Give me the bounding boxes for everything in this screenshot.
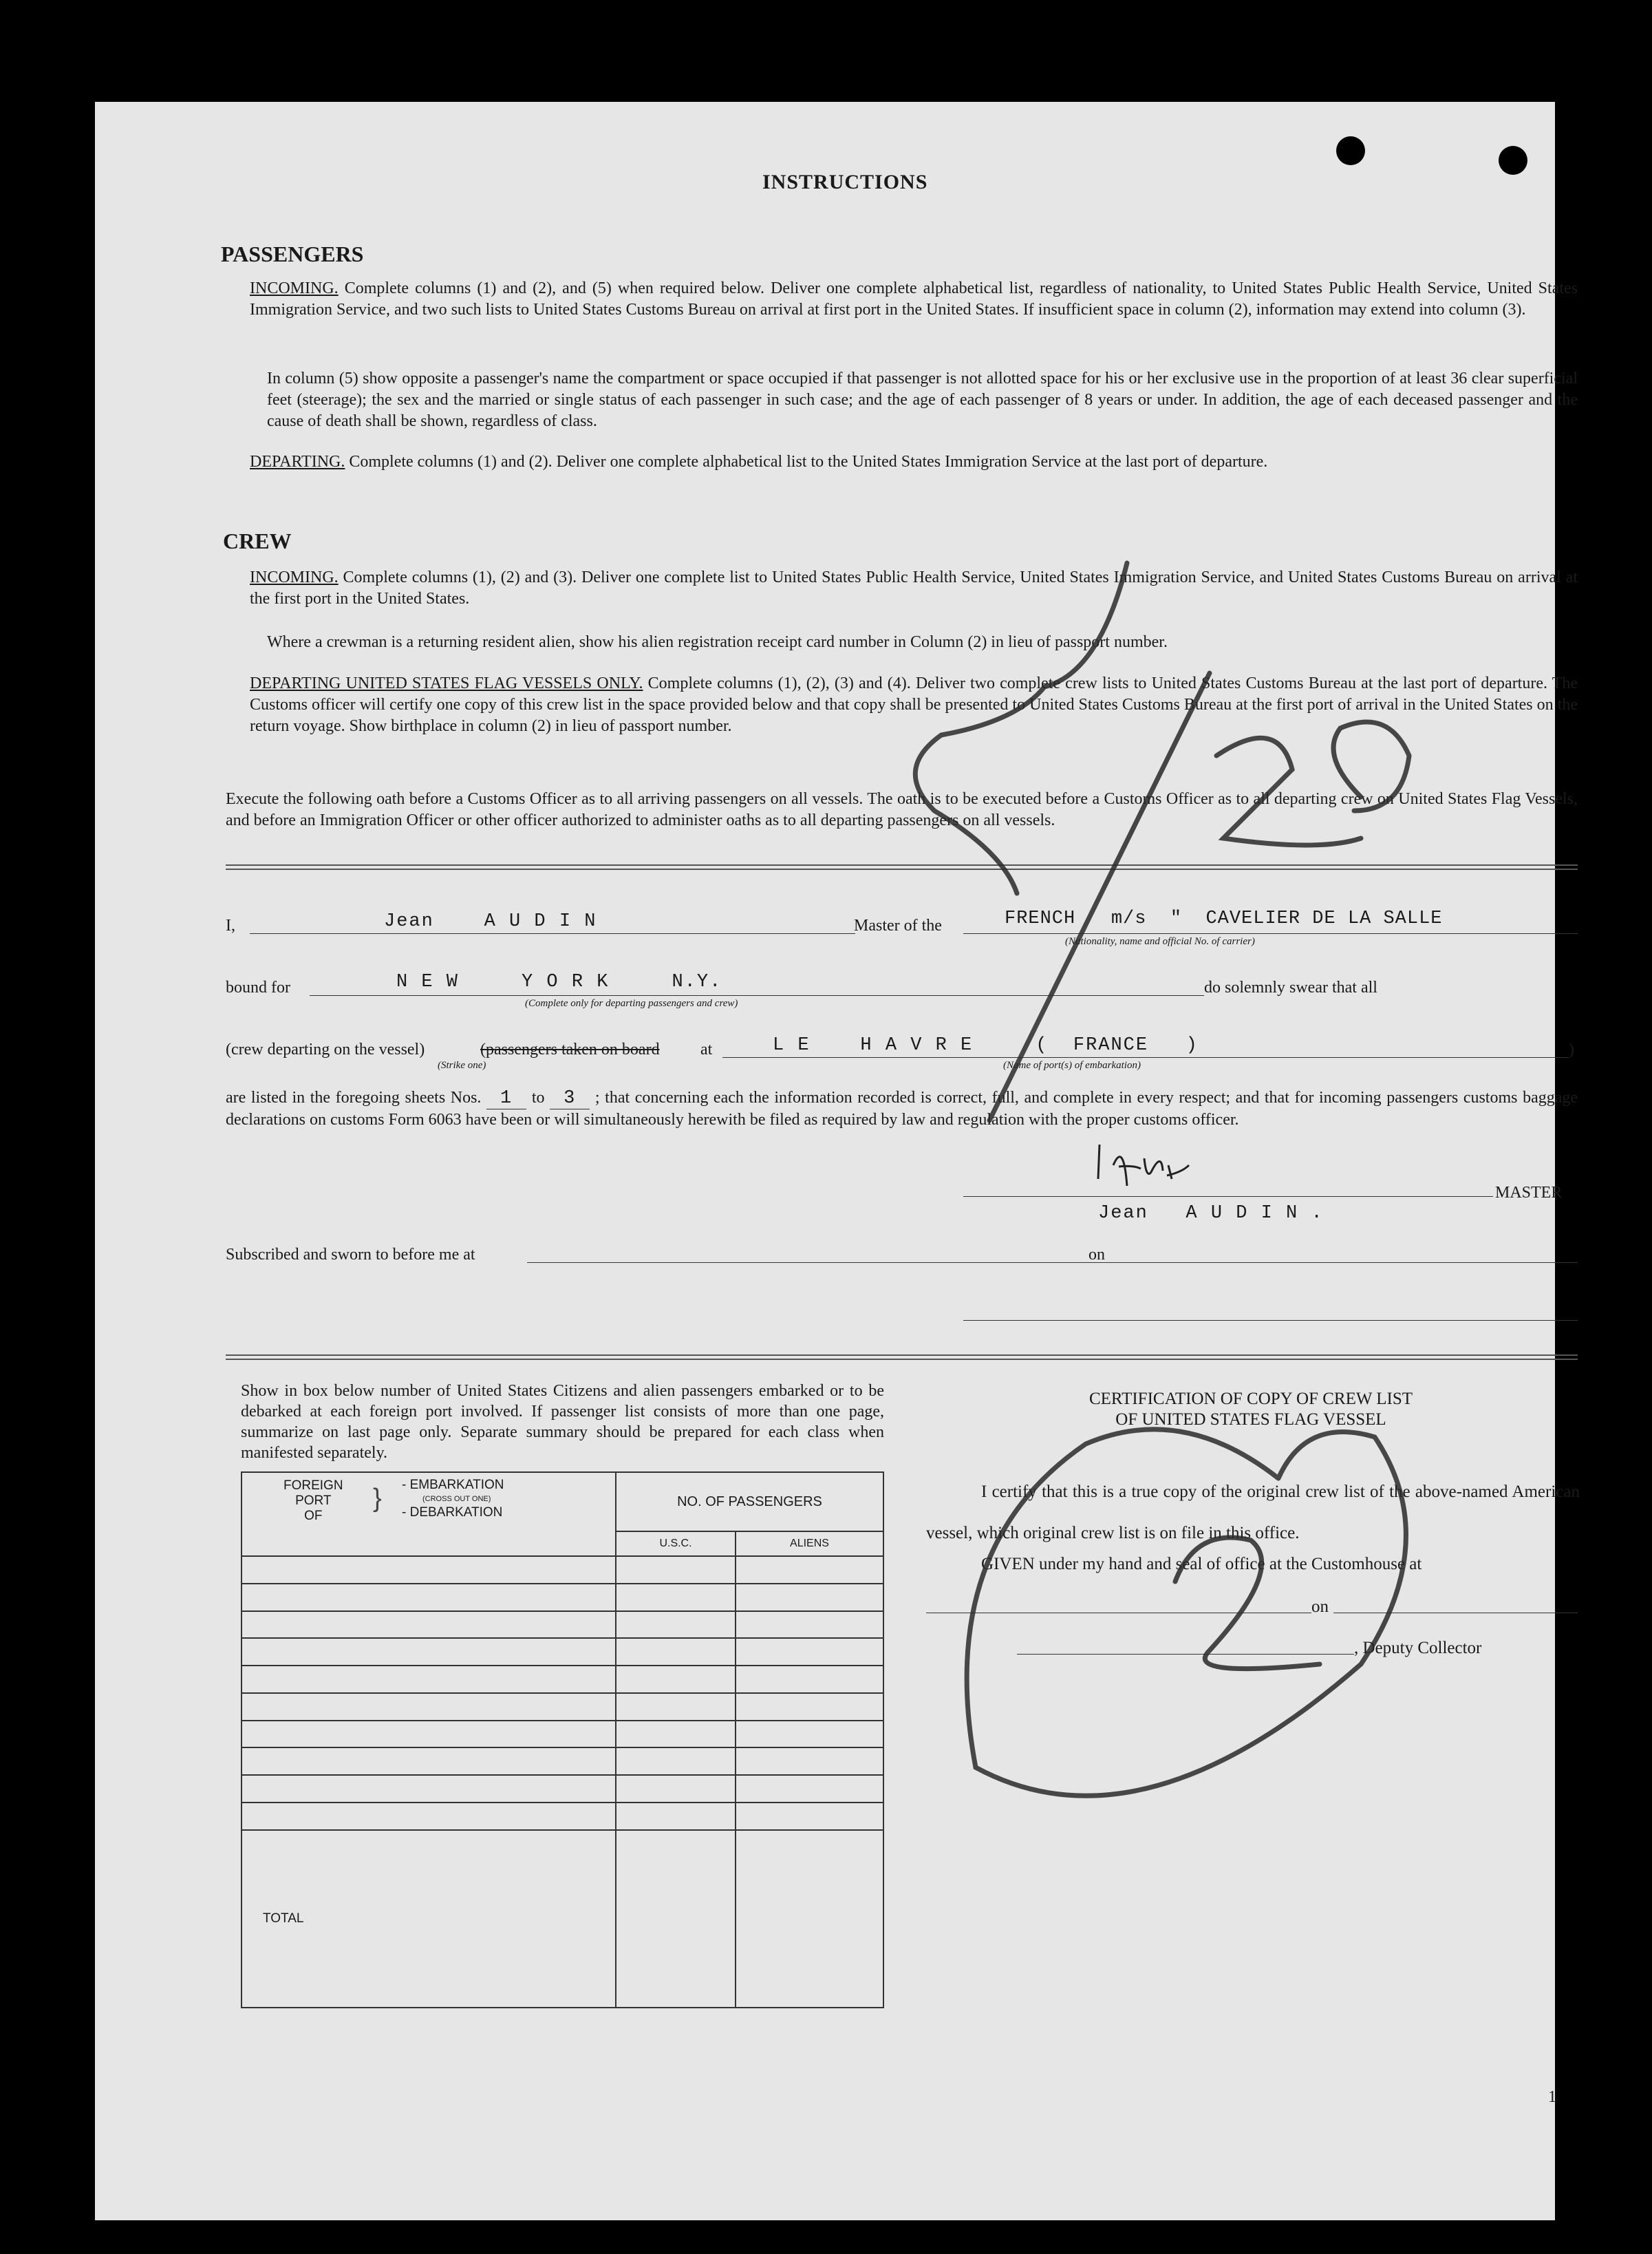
oath-intro: Execute the following oath before a Customs Officer as to all arriving passengers on all vessels. The oath is to be executed before a Customs Officer as to all departing crew on United States Flag Vessels, and before an Immigration Officer or other officer authorized to administer oaths as to all departing passengers on all vessels.: [226, 790, 1578, 829]
master-label: MASTER: [1495, 1184, 1563, 1202]
master-name: Jean A U D I N: [384, 911, 597, 932]
vessel-caption: (Nationality, name and official No. of carrier): [1065, 936, 1255, 947]
pencil-annotations: [838, 549, 1512, 1857]
cross-out-label: (CROSS OUT ONE): [422, 1495, 491, 1503]
cert-heading-line2: OF UNITED STATES FLAG VESSEL: [1115, 1410, 1386, 1429]
crew-departing-on-vessel: (crew departing on the vessel): [226, 1041, 425, 1059]
departing-label: DEPARTING.: [250, 453, 345, 471]
listed-label: are listed in the foregoing sheets Nos.: [226, 1089, 482, 1107]
certification-text: I certify that this is a true copy of the original crew list of the above-named American vessel, which original crew list is on file in this office.: [926, 1482, 1580, 1542]
handwritten-five: [915, 563, 1127, 893]
table-row: [242, 1584, 883, 1611]
departing-text: Complete columns (1) and (2). Deliver one complete alphabetical list to the United States Immigration Service at the last port of departure.: [349, 453, 1268, 471]
aliens-header: ALIENS: [736, 1531, 883, 1556]
listed-text: ; that concerning each the information recorded is correct, full, and complete in every respect; and that for incoming passengers customs baggage declarations on customs Form 6063 have been or will simultaneously herewith be filed as required by law and regulation with the proper customs officer.: [226, 1089, 1578, 1129]
certification-given: GIVEN under my hand and seal of office at the Customhouse at: [981, 1555, 1422, 1573]
passengers-departing: [250, 451, 1578, 473]
punch-hole: [1499, 146, 1527, 175]
crew-heading: CREW: [223, 529, 292, 553]
circled-two: [1175, 1538, 1320, 1669]
crew-departing-text: Complete columns (1), (2), (3) and (4). Deliver two complete crew lists to United States Customs Bureau at the last port of departure. The Customs officer will certify one copy of this crew list in the space provided below and that copy shall be presented to United States Customs Bureau at the first port of arrival in the United States on the return voyage. Show birthplace in column (2) in lieu of passport number.: [250, 674, 1578, 735]
circle-around-two: [967, 1429, 1406, 1796]
page-number: 1: [1548, 2088, 1556, 2106]
deputy-collector-label: , Deputy Collector: [1354, 1639, 1482, 1657]
foreign-port-of: [283, 1478, 343, 1524]
incoming-label: INCOMING.: [250, 279, 339, 297]
port: L E H A V R E ( FRANCE ): [773, 1035, 1199, 1056]
at-label: at: [700, 1041, 713, 1059]
document-sheet: [95, 102, 1580, 2220]
brace: }: [373, 1484, 382, 1513]
cert-heading-line1: CERTIFICATION OF COPY OF CREW LIST: [1088, 1390, 1413, 1408]
on-label: on: [1088, 1246, 1105, 1264]
crew-departing-label: DEPARTING UNITED STATES FLAG VESSELS ONLY.: [250, 674, 643, 692]
table-row: [242, 1803, 883, 1830]
embarkation-label: - EMBARKATION: [402, 1478, 504, 1492]
struck-passengers-option: (passengers taken on board: [480, 1041, 660, 1059]
port-caption: (Name of port(s) of embarkation): [1003, 1060, 1141, 1071]
bound-caption: (Complete only for departing passengers and crew): [525, 998, 738, 1009]
passenger-summary-table: [241, 1471, 884, 2008]
summary-instructions: Show in box below number of United States Citizens and alien passengers embarked or to be debarked at each foreign port involved. If passenger list consists of more than one page, summarize on last page only. Separate summary should be prepared for each class when manifested separately.: [241, 1382, 884, 1462]
signed-name: Jean A U D I N .: [1098, 1203, 1324, 1224]
punch-hole: [1336, 136, 1365, 165]
table-row: [242, 1556, 883, 1584]
crew-incoming-label: INCOMING.: [250, 568, 339, 586]
master-name-line: [250, 933, 855, 934]
bound-for-label: bound for: [226, 979, 290, 997]
incoming-text: Complete columns (1) and (2), and (5) when required below. Deliver one complete alphabetical list, regardless of nationality, to United States Public Health Service, United States Immigration Service, and two such lists to United States Customs Bureau on arrival at first port in the United States. If insufficient space in column (2), information may extend into column (3).: [250, 279, 1578, 319]
foreign-label: FOREIGN: [283, 1478, 343, 1493]
port-header-cell: [242, 1472, 616, 1556]
strike-caption: (Strike one): [438, 1060, 486, 1071]
embark-debark: [402, 1478, 504, 1520]
sheet-to: 3: [550, 1088, 590, 1109]
handwritten-slash: [989, 673, 1210, 1120]
crew-resident: Where a crewman is a returning resident alien, show his alien registration receipt card number in Column (2) in lieu of passport number.: [267, 633, 1168, 651]
debarkation-label: - DEBARKATION: [402, 1505, 503, 1520]
to-label: to: [531, 1089, 545, 1107]
handwritten-zero: [1333, 722, 1409, 811]
table-row: [242, 1693, 883, 1721]
sheet-from: 1: [486, 1088, 526, 1109]
port-label: PORT: [295, 1493, 332, 1508]
crew-incoming-text: Complete columns (1), (2) and (3). Deliver one complete list to United States Public Health Service, United States Immigration Service, and United States Customs Bureau on arrival at the first port in the United States.: [250, 568, 1578, 608]
passengers-incoming: [250, 278, 1578, 321]
i-label: I,: [226, 917, 235, 935]
table-row: [242, 1638, 883, 1666]
table-row: [242, 1666, 883, 1693]
page-title: INSTRUCTIONS: [762, 171, 928, 193]
total-row: [242, 1830, 883, 2008]
total-label: TOTAL: [242, 1830, 616, 2008]
bound-for: N E W Y O R K N.Y.: [396, 972, 722, 992]
close-paren: ): [1569, 1041, 1574, 1059]
table-row: [242, 1747, 883, 1775]
subscribed-label: Subscribed and sworn to before me at: [226, 1246, 475, 1264]
usc-header: U.S.C.: [616, 1531, 736, 1556]
passengers-heading: PASSENGERS: [221, 242, 364, 266]
no-of-passengers-header: NO. OF PASSENGERS: [616, 1472, 883, 1531]
table-row: [242, 1775, 883, 1803]
handwritten-two: [1216, 738, 1361, 845]
table-row: [242, 1721, 883, 1748]
of-label: OF: [304, 1509, 323, 1523]
passengers-column5: In column (5) show opposite a passenger's name the compartment or space occupied if that passenger is not allotted space for his or her exclusive use in the proportion of at least 36 clear superficial feet (steerage); the sex and the married or single status of each passenger in such case; and the age of each passenger of 8 years or under. In addition, the age of each deceased passenger and the cause of death shall be shown, regardless of class.: [267, 370, 1578, 430]
vessel-name: FRENCH m/s " CAVELIER DE LA SALLE: [1005, 908, 1443, 929]
master-of-label: Master of the: [854, 917, 942, 935]
cert-on-label: on: [1311, 1597, 1329, 1616]
swear-label: do solemnly swear that all: [1204, 979, 1377, 997]
table-row: [242, 1611, 883, 1639]
